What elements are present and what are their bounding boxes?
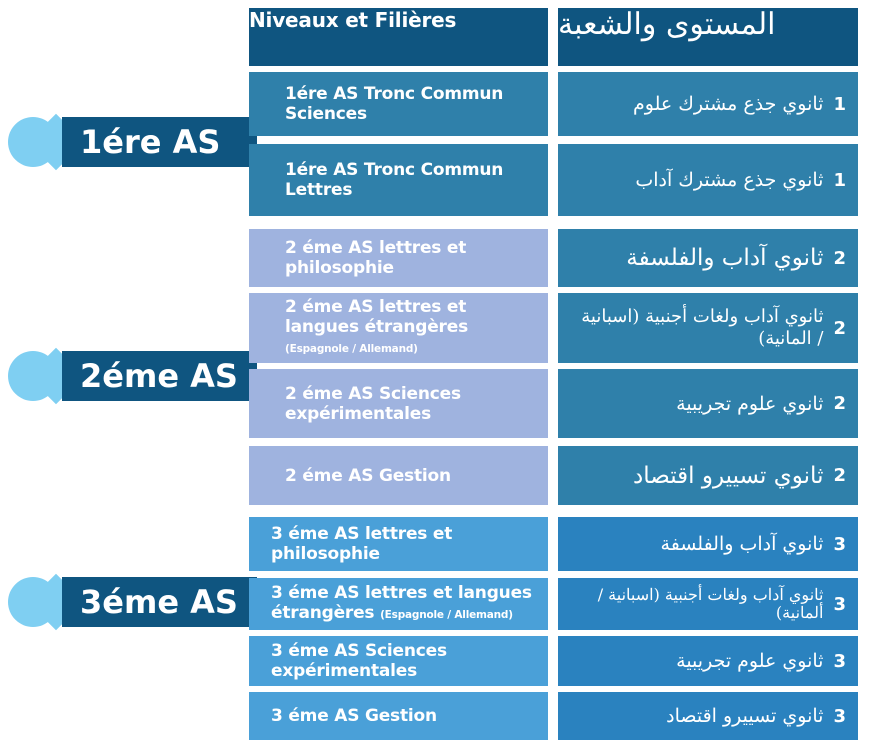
table-row-fr xyxy=(249,72,548,136)
table-row-ar xyxy=(558,72,858,136)
row-number: 2 xyxy=(833,317,846,339)
row-fr-label: 2 éme AS lettres et langues étrangères xyxy=(285,297,468,337)
table-row-ar xyxy=(558,692,858,740)
level-label-2: 2éme AS xyxy=(62,351,257,401)
drop-icon xyxy=(8,117,58,167)
table-row-ar xyxy=(558,293,858,363)
row-ar-label: ثانوي علوم تجريبية xyxy=(676,392,824,415)
table-row-ar xyxy=(558,369,858,438)
level-label-1: 1ére AS xyxy=(62,117,257,167)
row-number: 1 xyxy=(833,93,846,115)
table-row-ar xyxy=(558,144,858,216)
row-number: 2 xyxy=(833,465,846,486)
row-fr-text xyxy=(271,583,534,625)
header-niveaux xyxy=(249,8,548,66)
row-ar-label: ثانوي آداب والفلسفة xyxy=(660,533,824,555)
row-fr-label: 1ére AS Tronc Commun Sciences xyxy=(285,84,504,124)
header-left-label: Niveaux et Filières xyxy=(249,8,457,32)
table-row-fr xyxy=(249,369,548,438)
row-fr-label: 2 éme AS lettres et philosophie xyxy=(285,238,467,278)
row-number: 3 xyxy=(833,593,846,615)
row-fr-label: 2 éme AS Sciences expérimentales xyxy=(285,383,461,424)
row-number: 1 xyxy=(833,169,846,191)
level-tag-2 xyxy=(0,351,260,401)
row-fr-sublabel: (Espagnole / Allemand) xyxy=(285,343,418,355)
row-fr-sublabel: (Espagnole / Allemand) xyxy=(380,609,513,621)
table-row-fr xyxy=(249,293,548,363)
level-tag-1 xyxy=(0,117,260,167)
table-row-ar xyxy=(558,446,858,505)
table-row-ar xyxy=(558,229,858,287)
row-ar-label: ثانوي جذع مشترك علوم xyxy=(633,93,824,115)
level-tag-3 xyxy=(0,577,260,627)
table-row-fr xyxy=(249,578,548,630)
table-row-fr xyxy=(249,446,548,505)
row-number: 2 xyxy=(833,247,846,269)
row-ar-label: ثانوي آداب ولغات أجنبية (اسبانية / المانية) xyxy=(581,306,824,349)
table-row-fr xyxy=(249,229,548,287)
row-number: 3 xyxy=(833,705,846,727)
row-fr-text xyxy=(285,297,534,359)
row-fr-label: 3 éme AS lettres et philosophie xyxy=(271,524,453,564)
row-ar-label: ثانوي علوم تجريبية xyxy=(676,650,824,672)
row-fr-label: 2 éme AS Gestion xyxy=(285,465,451,486)
table-row-fr xyxy=(249,636,548,686)
row-fr-label: 3 éme AS Sciences expérimentales xyxy=(271,641,447,681)
row-fr-label: 3 éme AS lettres et langues étrangères xyxy=(271,583,532,623)
drop-icon xyxy=(8,351,58,401)
row-ar-label: ثانوي جذع مشترك آداب xyxy=(635,169,824,191)
header-arabic xyxy=(558,8,858,66)
table-row-fr xyxy=(249,517,548,571)
row-fr-label: 1ére AS Tronc Commun Lettres xyxy=(285,160,504,200)
row-number: 3 xyxy=(833,533,846,555)
table-row-ar xyxy=(558,517,858,571)
row-fr-label: 3 éme AS Gestion xyxy=(271,706,437,726)
header-right-label: المستوى والشعبة xyxy=(558,8,776,42)
drop-icon xyxy=(8,577,58,627)
row-number: 2 xyxy=(833,393,846,414)
table-row-fr xyxy=(249,692,548,740)
level-label-3: 3éme AS xyxy=(62,577,257,627)
row-number: 3 xyxy=(833,650,846,672)
row-ar-label: ثانوي آداب ولغات أجنبية (اسبانية / ألمانية) xyxy=(597,585,824,622)
table-row-ar xyxy=(558,636,858,686)
table-row-ar xyxy=(558,578,858,630)
row-ar-label: ثانوي آداب والفلسفة xyxy=(626,245,824,271)
table-row-fr xyxy=(249,144,548,216)
row-ar-label: ثانوي تسييرو اقتصاد xyxy=(666,705,824,727)
row-ar-label: ثانوي تسييرو اقتصاد xyxy=(633,462,824,489)
